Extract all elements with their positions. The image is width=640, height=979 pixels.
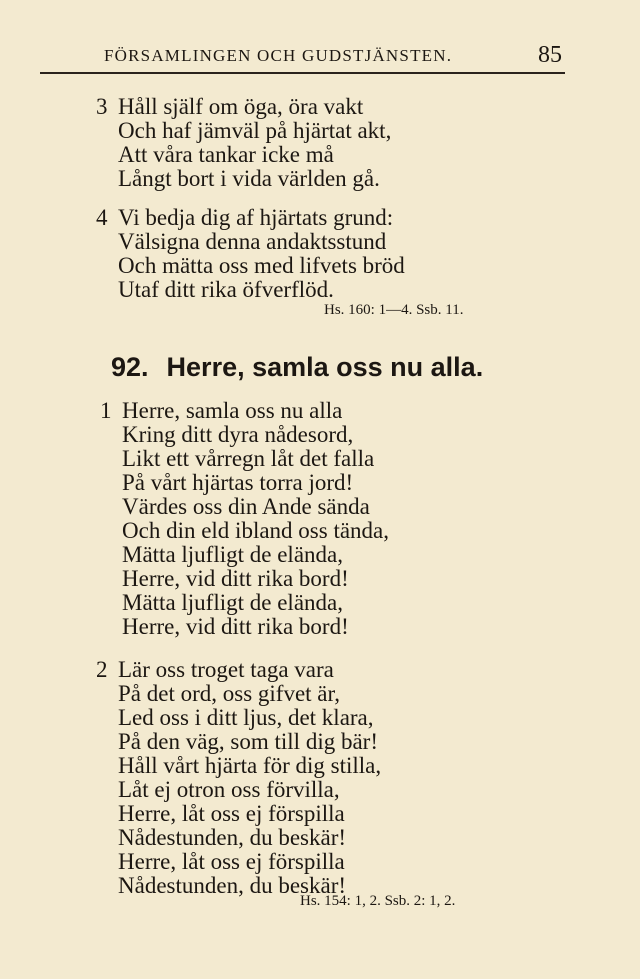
verse-line: Och mätta oss med lifvets bröd [118, 253, 405, 278]
verse-line: På vårt hjärtas torra jord! [122, 470, 354, 495]
verse-1 [100, 399, 389, 639]
verse-line: Välsigna denna andaktsstund [118, 229, 387, 254]
hymn-title [111, 352, 483, 383]
verse-number: 4 [96, 205, 108, 230]
verse-line: Mätta ljufligt de elända, [122, 590, 343, 615]
hymn-title-text: Herre, samla oss nu alla. [166, 352, 484, 382]
verse-line: Mätta ljufligt de elända, [122, 542, 343, 567]
verse-line: Herre, låt oss ej förspilla [118, 849, 345, 874]
verse-line: Håll vårt hjärta för dig stilla, [118, 753, 382, 778]
verse-line: På den väg, som till dig bär! [118, 729, 378, 754]
verse-line: Likt ett vårregn låt det falla [122, 446, 375, 471]
verse-line: Värdes oss din Ande sända [122, 494, 370, 519]
verse-line: Långt bort i vida världen gå. [118, 166, 380, 191]
verse-number: 3 [96, 94, 108, 119]
page-header [40, 40, 570, 74]
verse-line: Och haf jämväl på hjärtat akt, [118, 118, 392, 143]
verse-line: Utaf ditt rika öfverflöd. [118, 277, 334, 302]
verse-number: 2 [96, 657, 108, 682]
page-number: 85 [538, 42, 562, 68]
verse-line: 4 Vi bedja dig af hjärtats grund: [96, 205, 394, 230]
verse-line: Nådestunden, du beskär! [118, 825, 347, 850]
verse-line: Nådestunden, du beskär! [118, 873, 347, 898]
verse-line: Herre, vid ditt rika bord! [122, 566, 349, 591]
hymn-number: 92. [111, 352, 149, 382]
verse-line: Kring ditt dyra nådesord, [122, 422, 354, 447]
verse-line: Att våra tankar icke må [118, 142, 334, 167]
verse-line: Led oss i ditt ljus, det klara, [118, 705, 374, 730]
verse-line: Herre, låt oss ej förspilla [118, 801, 345, 826]
running-head: FÖRSAMLINGEN OCH GUDSTJÄNSTEN. [104, 46, 453, 65]
verse-line: På det ord, oss gifvet är, [118, 681, 341, 706]
verse-4 [96, 206, 405, 302]
verse-line: 1 Herre, samla oss nu alla [100, 398, 343, 423]
verse-3 [96, 95, 391, 191]
verse-line: Låt ej otron oss förvilla, [118, 777, 340, 802]
verse-2 [96, 658, 381, 898]
verse-line: 3 Håll själf om öga, öra vakt [96, 94, 364, 119]
verse-line: 2 Lär oss troget taga vara [96, 657, 334, 682]
header-rule [40, 72, 565, 74]
hymn-reference: Hs. 160: 1—4. Ssb. 11. [324, 302, 464, 318]
verse-number: 1 [100, 398, 112, 423]
verse-line: Och din eld ibland oss tända, [122, 518, 390, 543]
verse-line: Herre, vid ditt rika bord! [122, 614, 349, 639]
hymn-reference: Hs. 154: 1, 2. Ssb. 2: 1, 2. [300, 893, 456, 909]
